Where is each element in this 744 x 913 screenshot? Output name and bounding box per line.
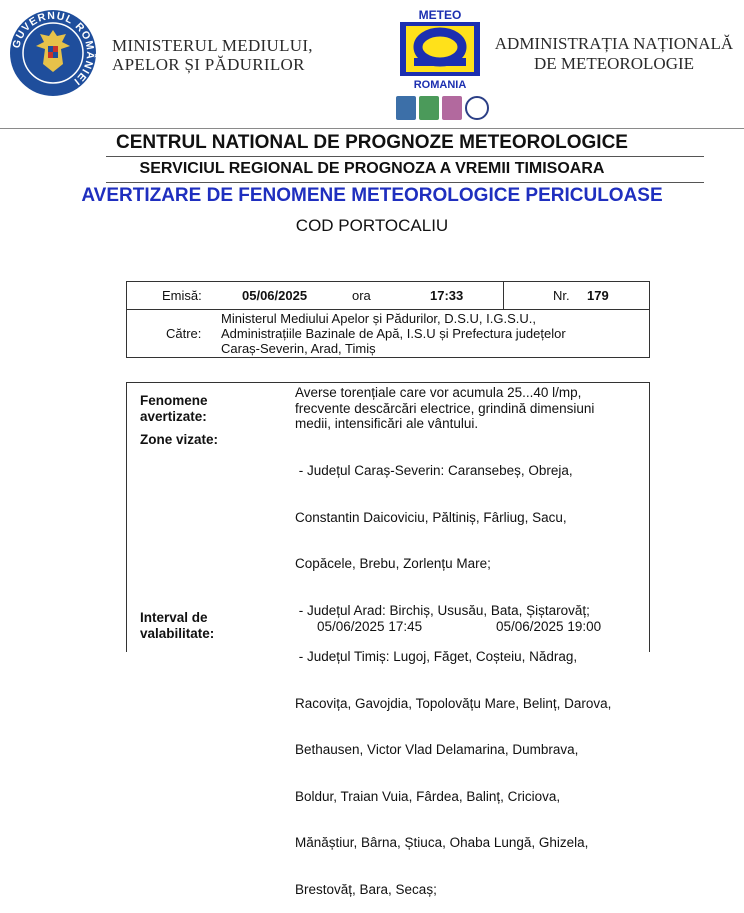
zones-line: - Județul Caraș-Severin: Caransebeș, Obreja,	[295, 463, 573, 478]
validity-label	[140, 610, 214, 642]
accreditation-badge-icon	[396, 96, 416, 120]
warning-title: AVERTIZARE DE FENOMENE METEOROLOGICE PERICULOASE	[81, 185, 663, 206]
header-divider	[0, 128, 744, 129]
issue-box-column-divider	[503, 281, 504, 310]
meteo-romania-logo	[400, 10, 480, 90]
zones-line: Constantin Daicoviciu, Păltiniș, Fârliug, Sacu,	[295, 509, 567, 525]
recipients-line: Administrațiile Bazinale de Apă, I.S.U și Prefectura județelor	[221, 326, 566, 341]
government-seal-logo	[8, 8, 98, 98]
agency-name-line2: DE METEOROLOGIE	[533, 54, 695, 73]
ministry-name	[112, 36, 362, 74]
zones-line: - Județul Timiș: Lugoj, Făget, Coșteiu, Nădrag,	[295, 649, 578, 664]
validity-label-line: Interval de	[140, 610, 208, 625]
title-divider	[106, 156, 704, 157]
zones-list	[295, 432, 611, 913]
ministry-name-line2: APELOR ȘI PĂDURILOR	[112, 55, 305, 74]
phenomena-line: frecvente descărcări electrice, grindină dimensiuni	[295, 400, 595, 416]
issued-date: 05/06/2025	[242, 288, 308, 303]
phenomena-line: Averse torențiale care vor acumula 25...40 l/mp,	[295, 385, 582, 400]
zones-line: - Județul Arad: Birchiș, Ususău, Bata, Șiștarovăț;	[295, 602, 590, 618]
warning-number: 179	[587, 288, 609, 303]
zones-label: Zone vizate:	[140, 432, 219, 447]
service-title: SERVICIUL REGIONAL DE PROGNOZA A VREMII TIMISOARA	[139, 160, 605, 177]
phenomena-description	[295, 385, 594, 432]
meteo-logo-bottom-text: ROMANIA	[413, 79, 467, 91]
issued-label: Emisă:	[162, 288, 202, 303]
issued-time: 17:33	[430, 288, 464, 303]
agency-name	[488, 34, 740, 74]
recipients-line: Caraș-Severin, Arad, Timiș	[221, 341, 376, 356]
zones-line: Mănăștiur, Bârna, Știuca, Ohaba Lungă, Ghizela,	[295, 835, 589, 850]
ministry-name-line1: MINISTERUL MEDIULUI,	[112, 36, 313, 55]
validity-label-line: valabilitate:	[140, 626, 215, 641]
zones-line: Bethausen, Victor Vlad Delamarina, Dumbrava,	[295, 742, 579, 757]
valid-from: 05/06/2025 17:45	[317, 619, 423, 634]
accreditation-badge-icon	[442, 96, 462, 120]
svg-text:GUVERNUL ROMÂNIEI: GUVERNUL ROMÂNIEI	[10, 9, 97, 88]
phenomena-label	[140, 393, 208, 425]
accreditation-badge-icon	[419, 96, 439, 120]
phenomena-label-line: avertizate:	[140, 409, 207, 424]
agency-name-line1: ADMINISTRAȚIA NAȚIONALĂ	[494, 34, 734, 53]
zones-line: Boldur, Traian Vuia, Fârdea, Balinț, Criciova,	[295, 788, 561, 804]
zones-line: Brestovăț, Bara, Secaș;	[295, 881, 437, 897]
recipients-label: Către:	[166, 326, 202, 341]
recipients-line: Ministerul Mediului Apelor și Pădurilor, D.S.U, I.G.S.U.,	[221, 311, 537, 326]
phenomena-line: medii, intensificări ale vântului.	[295, 416, 479, 431]
meteo-logo-top-text: METEO	[418, 8, 462, 22]
time-label: ora	[352, 288, 371, 303]
phenomena-label-line: Fenomene	[140, 393, 208, 408]
number-label: Nr.	[553, 288, 570, 303]
center-title: CENTRUL NATIONAL DE PROGNOZE METEOROLOGICE	[116, 132, 628, 153]
issue-box-divider	[126, 309, 650, 310]
zones-line: Copăcele, Brebu, Zorlențu Mare;	[295, 556, 491, 571]
certification-badges	[396, 96, 516, 124]
certification-seal-icon	[465, 96, 489, 120]
recipients-list	[221, 311, 566, 356]
warning-code: COD PORTOCALIU	[295, 216, 449, 235]
service-divider	[106, 182, 704, 183]
zones-line: Racovița, Gavojdia, Topolovățu Mare, Belinț, Darova,	[295, 695, 612, 711]
valid-to: 05/06/2025 19:00	[496, 619, 602, 634]
